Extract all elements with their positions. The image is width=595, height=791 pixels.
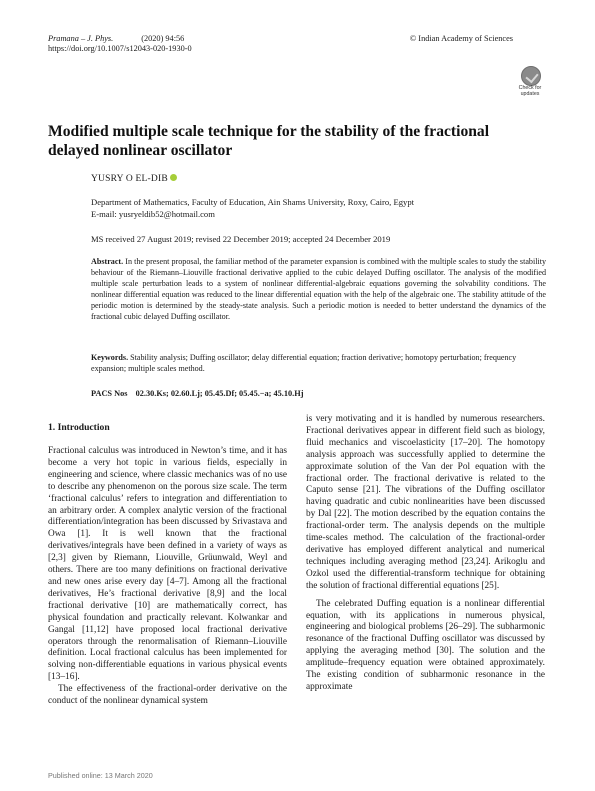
- paragraph: is very motivating and it is handled by numerous researchers. Fractional derivatives appear in different field such as biology, fluid mechanics and viscoelasticity [17–20]. The homotopy analysis approach was successfully applied to determine the approximate solution of the Van der Pol equation with the fractional order. The fractional derivative is related to the Caputo sense [21]. The vibrations of the Duffing oscillator having quadratic and cubic nonlinearities have been discussed by Dal [22]. The motion described by the equation contains the fractional-order term. The analysis depends on the multiple time-scales method. The calculation of the fractional-order derivative has employed different analytical and numerical techniques including averaging method [23,24]. Arikoglu and Ozkol used the differential-transform technique for obtaining the solution of fractional differential equations [25].: [306, 414, 545, 591]
- journal-name: Pramana – J. Phys.: [48, 34, 114, 43]
- keywords-label: Keywords.: [91, 353, 129, 362]
- left-column: [48, 446, 287, 708]
- right-column: [306, 414, 545, 694]
- paragraph: The celebrated Duffing equation is a nonlinear differential equation, with its applications in numerous physical, engineering and biological problems [26–29]. The subharmonic resonance of the fractional Duffing oscillator was discussed by applying the averaging method [30]. The solution and the amplitude–frequency equation were obtained approximately. The existing condition of subharmonic resonance in the approximate: [306, 598, 545, 692]
- email: E-mail: yusryeldib52@hotmail.com: [91, 209, 215, 219]
- section-heading: 1. Introduction: [48, 422, 110, 433]
- citation: (2020) 94:56: [141, 34, 185, 43]
- pacs-numbers: [91, 389, 303, 398]
- abstract-text: In the present proposal, the familiar method of the parameter expansion is combined with the multiple scales to study the stability behaviour of the Riemann–Liouville fractional derivative applied to the cubic delayed Duffing oscillator. The analysis of the modified multiple scale perturbation leads to a system of nonlinear differential-algebraic equations governing the solvability conditions. The nonlinear differential equation was reduced to the linear differential equation with the help of the algebraic one. The stability attitude of the periodic motion is determined by the steady-state analysis. Such a periodic motion is needed to better understand the dynamics of the fractional cubic delayed Duffing oscillator.: [91, 257, 546, 322]
- copyright-notice: © Indian Academy of Sciences: [409, 34, 513, 43]
- pacs-text: 02.30.Ks; 02.60.Lj; 05.45.Df; 05.45.−a; 45.10.Hj: [135, 389, 304, 398]
- manuscript-dates: MS received 27 August 2019; revised 22 December 2019; accepted 24 December 2019: [91, 234, 391, 244]
- checkmark-icon: [521, 66, 541, 86]
- check-for-updates-badge[interactable]: [513, 66, 547, 100]
- abstract: [91, 256, 546, 323]
- doi-link[interactable]: https://doi.org/10.1007/s12043-020-1930-0: [48, 44, 192, 53]
- paragraph: The effectiveness of the fractional-order derivative on the conduct of the nonlinear dynamical system: [48, 684, 287, 707]
- affiliation-block: [91, 196, 414, 220]
- keywords: [91, 352, 546, 374]
- running-header: [48, 34, 192, 54]
- author-line: [91, 174, 177, 184]
- badge-line-2: updates: [520, 91, 540, 97]
- paragraph: Fractional calculus was introduced in Newton’s time, and it has become a very hot topic in various fields, especially in engineering and science, where classic mechanics was of no use to describe any phenomenon on the porous size scale. The term ‘fractional calculus’ refers to integration and differentiation to an arbitrary order. A complex analytic version of the fractional differentiation/integration has been discussed by Srivastava and Owa [1]. It is well known that the fractional derivatives/integrals have been defined in a variety of ways as [2,3] given by Riemann, Liouville, Grüunwald, Weyl and others. There are too many definitions on fractional derivative and new ones arise every day [4–7]. Among all the fractional derivatives, He’s fractional derivative [8,9] and the local fractional derivative [10] are mathematically correct, has physical foundation and practically relevant. Kolwankar and Gangal [11,12] have proposed local fractional derivative operators through the renormalisation of Riemann–Liouville definition. Local fractional calculus has been implemented for solving non-differentiable equations in various physical events [13–16].: [48, 446, 287, 683]
- orcid-icon[interactable]: [170, 174, 177, 181]
- author-name: YUSRY O EL-DIB: [91, 174, 168, 184]
- article-title: Modified multiple scale technique for the stability of the fractional delayed nonlinear oscillator: [48, 123, 490, 159]
- abstract-label: Abstract.: [91, 257, 124, 266]
- affiliation: Department of Mathematics, Faculty of Education, Ain Shams University, Roxy, Cairo, Egypt: [91, 197, 415, 207]
- badge-line-1: Check for: [518, 85, 542, 91]
- keywords-text: Stability analysis; Duffing oscillator; delay differential equation; fraction derivative; homotopy perturbation; frequency expansion; multiple scales method.: [91, 353, 517, 374]
- publication-footer: Published online: 13 March 2020: [48, 771, 153, 780]
- pacs-label: PACS Nos: [91, 389, 128, 398]
